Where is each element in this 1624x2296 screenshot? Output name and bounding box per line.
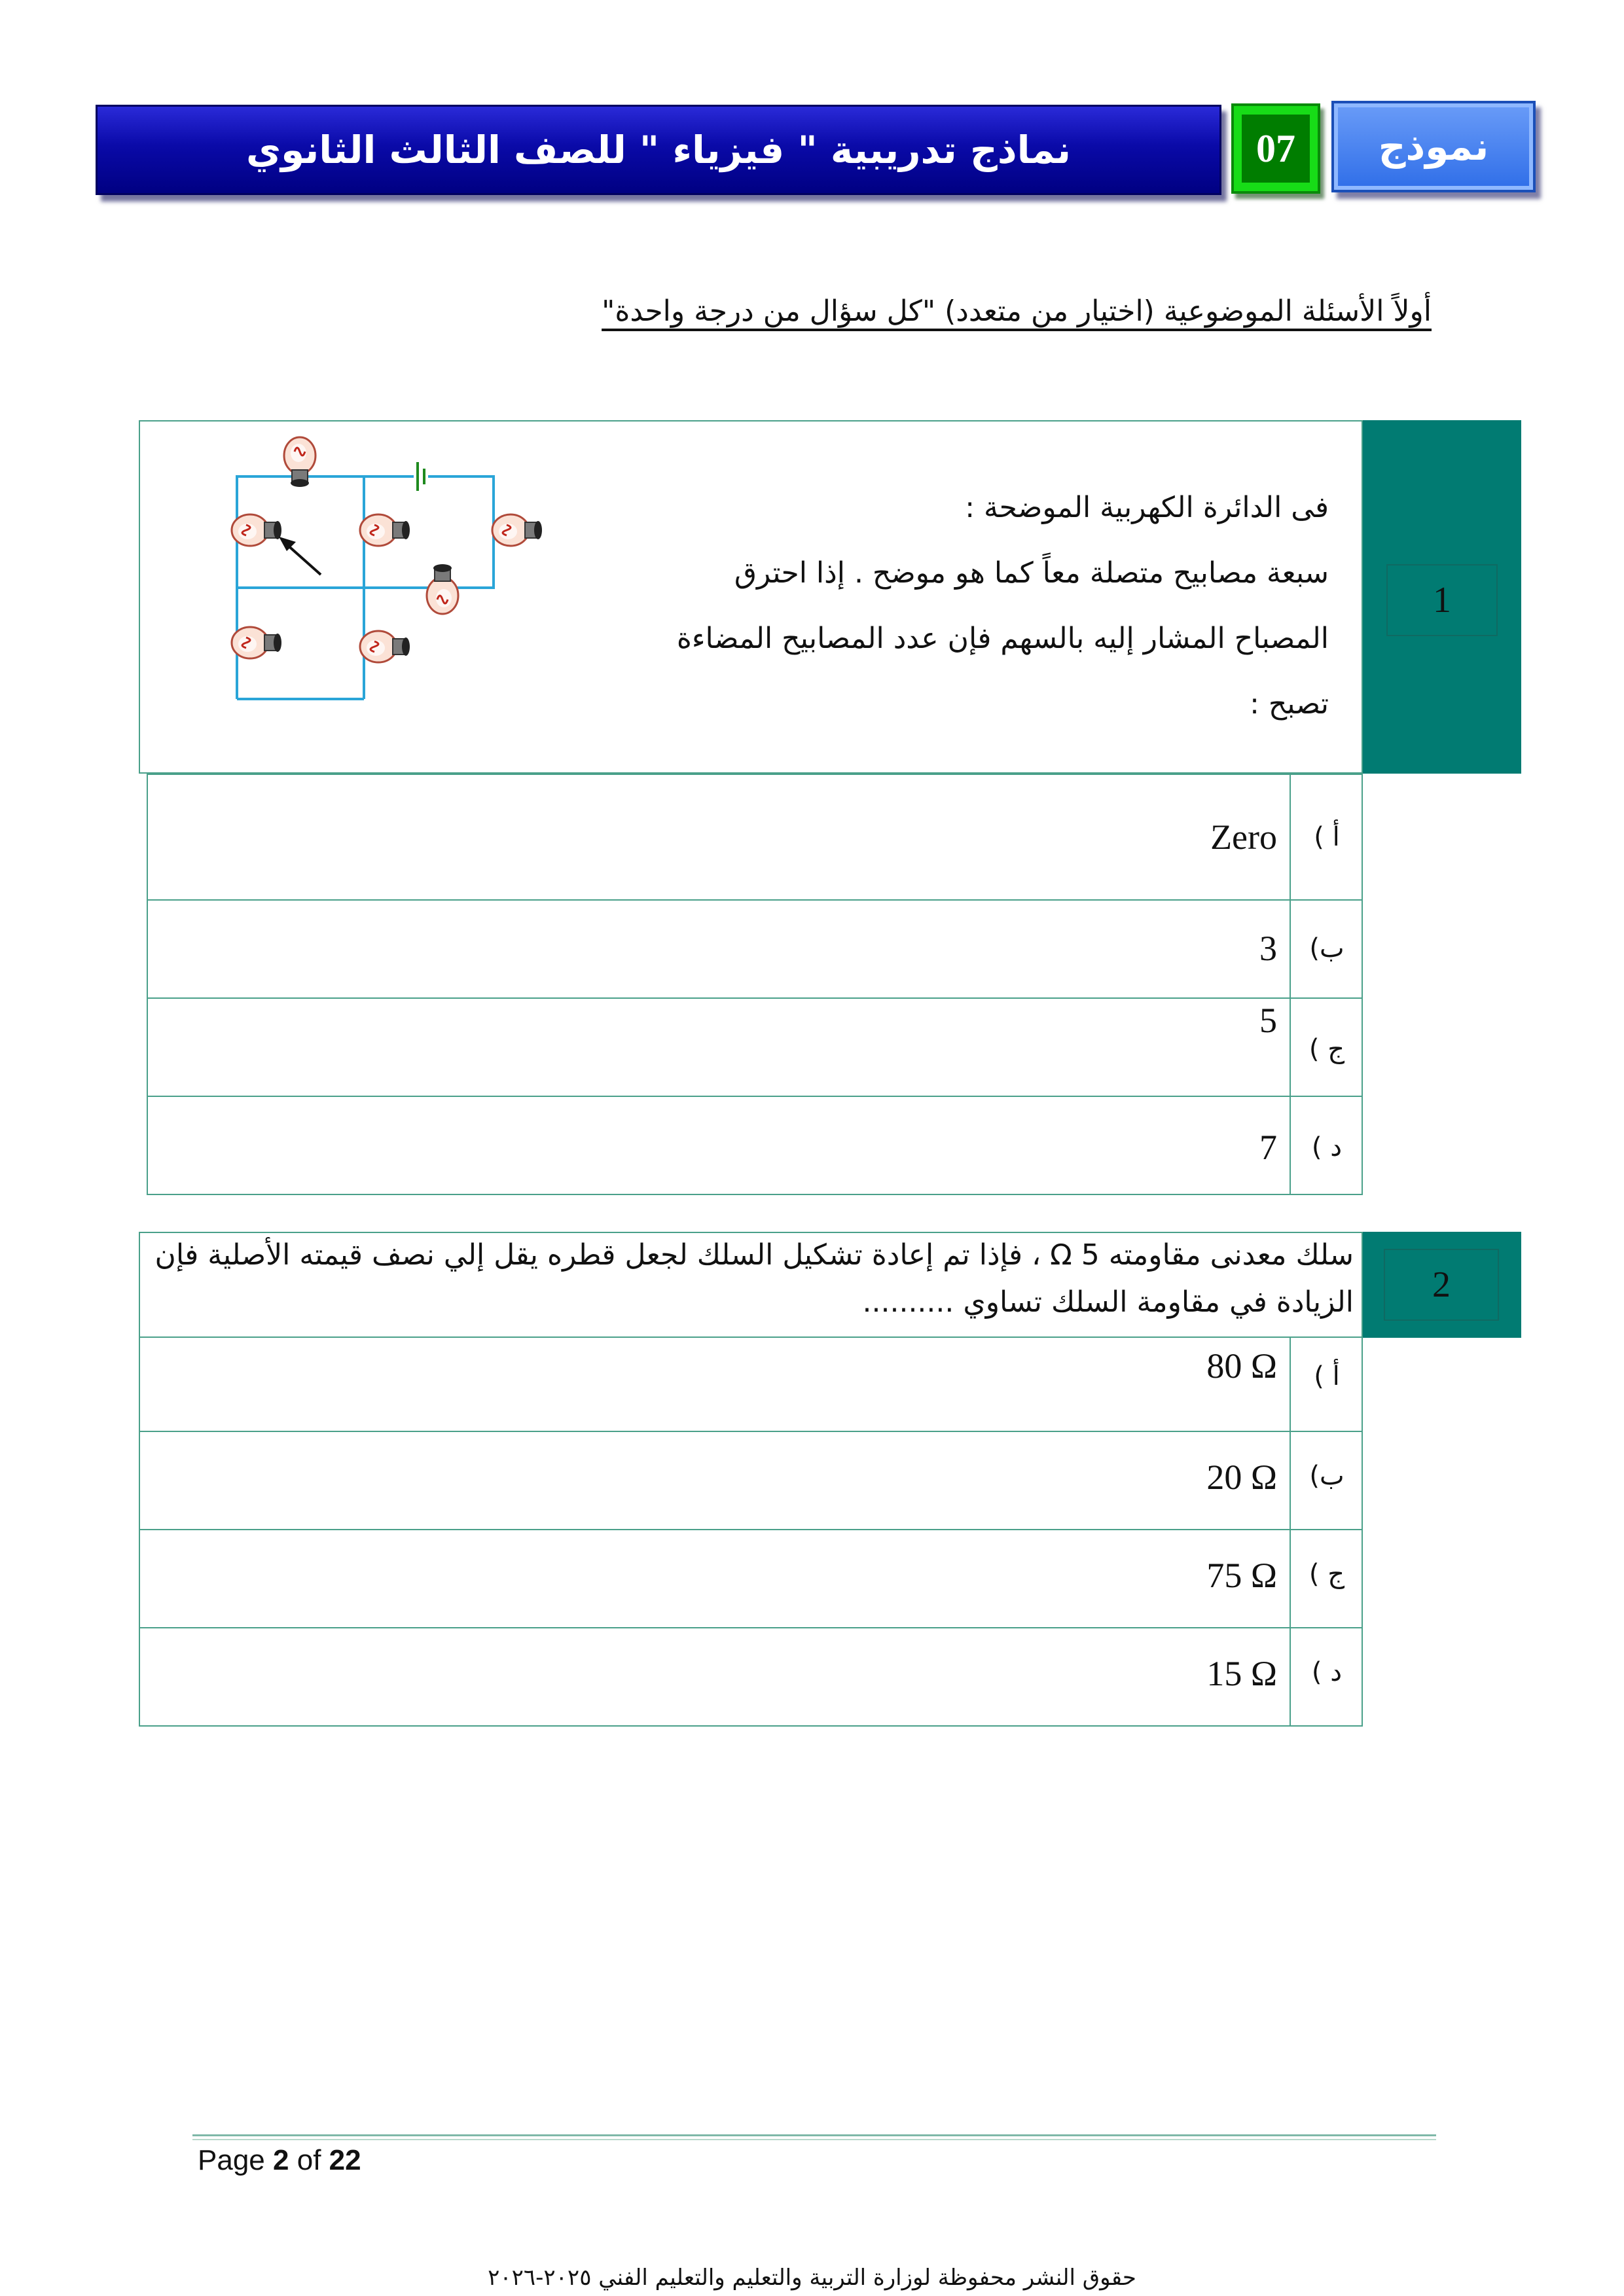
header-title-bar bbox=[96, 105, 1221, 195]
question-1-text bbox=[628, 486, 1329, 726]
bulb-icon bbox=[492, 514, 542, 546]
footer-rule bbox=[192, 2134, 1436, 2136]
option-letter: أ ) bbox=[1314, 1361, 1340, 1391]
bulb-icon bbox=[427, 564, 458, 614]
option-letter: د ) bbox=[1311, 1657, 1343, 1687]
option-value: 5 bbox=[1259, 1001, 1277, 1040]
page-current: 2 bbox=[273, 2144, 289, 2176]
question-1-option-b[interactable] bbox=[147, 899, 1363, 999]
question-2-line: سلك معدنى مقاومته 5 Ω ، فإذا تم إعادة تشكيل السلك لجعل قطره يقل إلي نصف قيمته الأصلية فإن bbox=[154, 1238, 1354, 1272]
bulb-icon bbox=[360, 514, 410, 546]
copyright-notice: حقوق النشر محفوظة لوزارة التربية والتعليم والتعليم الفني ٢٠٢٥-٢٠٢٦ bbox=[488, 2265, 1136, 2291]
question-1-line: تصبح : bbox=[1250, 687, 1329, 721]
question-1-line: سبعة مصابيح متصلة معاً كما هو موضح . إذا احترق bbox=[734, 556, 1329, 590]
option-letter: د ) bbox=[1311, 1132, 1343, 1162]
page-of: of bbox=[297, 2144, 321, 2176]
option-value: 80 Ω bbox=[1206, 1346, 1277, 1386]
question-1-line: المصباح المشار إليه بالسهم فإن عدد المصابيح المضاءة bbox=[676, 622, 1329, 655]
page-total: 22 bbox=[329, 2144, 361, 2176]
model-label: نموذج bbox=[1378, 124, 1489, 169]
bulb-icon bbox=[360, 631, 410, 662]
question-2-number: 2 bbox=[1432, 1265, 1451, 1305]
section-heading: أولاً الأسئلة الموضوعية (اختيار من متعدد) "كل سؤال من درجة واحدة" bbox=[602, 295, 1432, 328]
option-letter: ج ) bbox=[1308, 1559, 1345, 1589]
question-2-option-d[interactable] bbox=[139, 1627, 1363, 1727]
question-1-line: فى الدائرة الكهربية الموضحة : bbox=[965, 491, 1329, 524]
option-value: 3 bbox=[1259, 929, 1277, 968]
option-value: 7 bbox=[1259, 1128, 1277, 1167]
question-1-number-box bbox=[1386, 564, 1498, 636]
option-value: Zero bbox=[1210, 817, 1277, 857]
question-1-option-c[interactable] bbox=[147, 997, 1363, 1097]
option-letter: أ ) bbox=[1314, 822, 1340, 852]
question-2-option-a[interactable] bbox=[139, 1336, 1363, 1432]
option-letter: ب) bbox=[1309, 933, 1344, 963]
option-letter: ب) bbox=[1309, 1461, 1344, 1491]
footer-rule bbox=[192, 2139, 1436, 2140]
bulb-icon bbox=[284, 437, 316, 487]
question-1-number: 1 bbox=[1433, 580, 1451, 620]
option-letter: ج ) bbox=[1308, 1034, 1345, 1064]
question-1-option-d[interactable] bbox=[147, 1096, 1363, 1195]
page-indicator bbox=[198, 2144, 361, 2177]
header-title: نماذج تدريبية " فيزياء " للصف الثالث الثانوي bbox=[245, 128, 1072, 172]
model-number: 07 bbox=[1256, 126, 1295, 170]
model-label-badge bbox=[1331, 101, 1536, 192]
bulb-icon bbox=[232, 514, 281, 546]
option-value: 15 Ω bbox=[1206, 1654, 1277, 1693]
option-value: 20 Ω bbox=[1206, 1458, 1277, 1497]
model-number-badge bbox=[1231, 103, 1320, 194]
question-2-option-b[interactable] bbox=[139, 1431, 1363, 1530]
model-number-inner bbox=[1242, 115, 1310, 183]
battery-icon bbox=[414, 462, 428, 491]
page-word: Page bbox=[198, 2144, 265, 2176]
arrow-icon bbox=[279, 537, 321, 575]
question-2-option-c[interactable] bbox=[139, 1529, 1363, 1628]
bulb-icon bbox=[232, 627, 281, 658]
question-2-number-box bbox=[1384, 1249, 1499, 1321]
option-value: 75 Ω bbox=[1206, 1556, 1277, 1595]
question-2-line: الزيادة في مقاومة السلك تساوي .......... bbox=[862, 1285, 1354, 1319]
question-2-text bbox=[149, 1232, 1354, 1326]
question-1-option-a[interactable] bbox=[147, 774, 1363, 901]
circuit-diagram bbox=[223, 433, 550, 708]
